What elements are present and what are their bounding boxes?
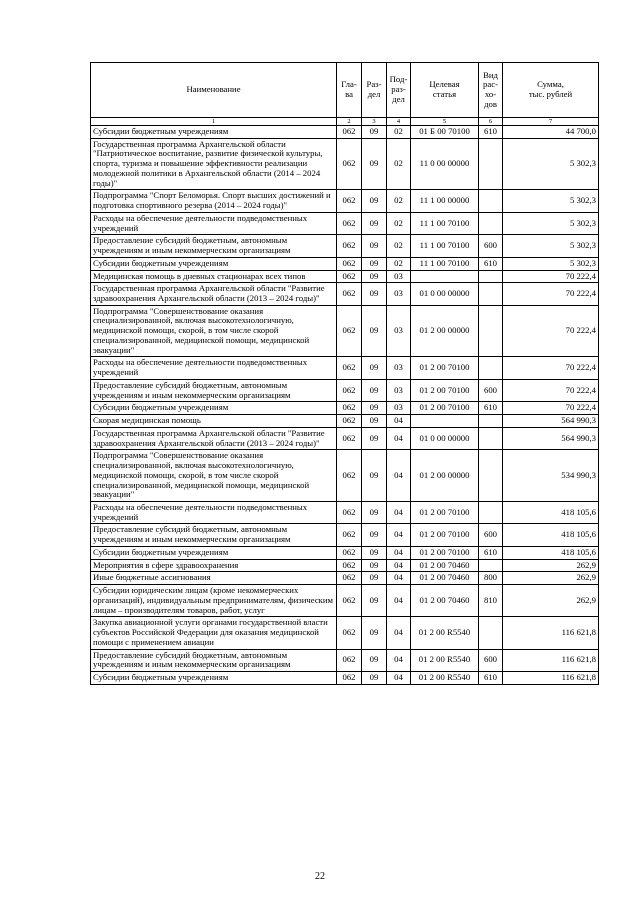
row-sum: 5 302,3 <box>503 138 599 190</box>
page-number: 22 <box>315 871 325 882</box>
row-sum: 70 222,4 <box>503 357 599 379</box>
table-row <box>91 649 599 671</box>
table-row <box>91 671 599 684</box>
row-sum: 70 222,4 <box>503 402 599 415</box>
column-number-row <box>91 118 599 126</box>
row-sum: 262,9 <box>503 585 599 617</box>
row-chapter: 062 <box>337 617 362 649</box>
row-subsection: 02 <box>387 126 411 139</box>
table-row <box>91 415 599 428</box>
row-subsection: 04 <box>387 427 411 449</box>
column-number: 4 <box>387 118 411 126</box>
row-target-article: 01 2 00 R5540 <box>411 617 479 649</box>
row-name: Медицинская помощь в дневных стационарах всех типов <box>91 270 337 283</box>
row-subsection: 04 <box>387 572 411 585</box>
row-name: Подпрограмма "Совершенствование оказания специализированной, включая высокотехнологичную, медицинской помощи, скорой, в том числе скорой специализированной, медицинской помощи, медицинской эвакуации" <box>91 450 337 502</box>
row-section: 09 <box>362 357 387 379</box>
row-chapter: 062 <box>337 305 362 357</box>
row-section: 09 <box>362 617 387 649</box>
row-target-article: 01 2 00 R5540 <box>411 649 479 671</box>
row-expense-type <box>479 415 503 428</box>
row-name: Мероприятия в сфере здравоохранения <box>91 559 337 572</box>
row-sum: 116 621,8 <box>503 671 599 684</box>
row-expense-type <box>479 305 503 357</box>
row-name: Закупка авиационной услуги органами государственной власти субъектов Российской Федерации для оказания медицинской помощи с применением авиации <box>91 617 337 649</box>
row-subsection: 03 <box>387 402 411 415</box>
row-subsection: 03 <box>387 305 411 357</box>
row-expense-type: 600 <box>479 379 503 401</box>
table-header-row <box>91 63 599 118</box>
row-subsection: 04 <box>387 415 411 428</box>
row-subsection: 04 <box>387 617 411 649</box>
row-subsection: 04 <box>387 559 411 572</box>
row-section: 09 <box>362 501 387 523</box>
row-section: 09 <box>362 138 387 190</box>
row-sum: 5 302,3 <box>503 212 599 234</box>
table-row <box>91 617 599 649</box>
row-section: 09 <box>362 671 387 684</box>
row-section: 09 <box>362 427 387 449</box>
row-target-article: 01 2 00 70100 <box>411 546 479 559</box>
row-expense-type <box>479 212 503 234</box>
row-chapter: 062 <box>337 235 362 257</box>
row-sum: 534 990,3 <box>503 450 599 502</box>
row-subsection: 04 <box>387 585 411 617</box>
row-chapter: 062 <box>337 415 362 428</box>
row-subsection: 02 <box>387 235 411 257</box>
column-number: 6 <box>479 118 503 126</box>
row-target-article: 11 0 00 00000 <box>411 138 479 190</box>
row-subsection: 02 <box>387 138 411 190</box>
row-target-article: 01 2 00 70100 <box>411 501 479 523</box>
row-expense-type: 600 <box>479 649 503 671</box>
header-target-article: Целевая статья <box>411 63 479 118</box>
row-sum: 5 302,3 <box>503 190 599 212</box>
row-expense-type <box>479 270 503 283</box>
table-row <box>91 305 599 357</box>
row-name: Субсидии бюджетным учреждениям <box>91 671 337 684</box>
column-number: 3 <box>362 118 387 126</box>
table-row <box>91 357 599 379</box>
row-expense-type <box>479 427 503 449</box>
row-section: 09 <box>362 212 387 234</box>
row-subsection: 03 <box>387 379 411 401</box>
row-section: 09 <box>362 415 387 428</box>
table-row <box>91 501 599 523</box>
row-chapter: 062 <box>337 270 362 283</box>
column-number: 7 <box>503 118 599 126</box>
row-name: Подпрограмма "Совершенствование оказания специализированной, включая высокотехнологичную, медицинской помощи, скорой, в том числе скорой специализированной, медицинской помощи, медицинской эвакуации" <box>91 305 337 357</box>
table-row <box>91 283 599 305</box>
row-expense-type <box>479 138 503 190</box>
row-chapter: 062 <box>337 585 362 617</box>
row-name: Субсидии юридическим лицам (кроме некоммерческих организаций), индивидуальным предпринимателям, физическим лицам – производителям товаров, работ, услуг <box>91 585 337 617</box>
row-section: 09 <box>362 585 387 617</box>
row-subsection: 04 <box>387 546 411 559</box>
row-chapter: 062 <box>337 671 362 684</box>
table-row <box>91 270 599 283</box>
column-number: 1 <box>91 118 337 126</box>
table-row <box>91 450 599 502</box>
row-name: Субсидии бюджетным учреждениям <box>91 257 337 270</box>
row-chapter: 062 <box>337 559 362 572</box>
row-subsection: 02 <box>387 257 411 270</box>
row-name: Государственная программа Архангельской области "Развитие здравоохранения Архангельской области (2013 – 2024 годы)" <box>91 283 337 305</box>
table-row <box>91 427 599 449</box>
row-subsection: 04 <box>387 501 411 523</box>
row-expense-type: 610 <box>479 126 503 139</box>
row-name: Предоставление субсидий бюджетным, автономным учреждениям и иным некоммерческим организациям <box>91 379 337 401</box>
row-section: 09 <box>362 190 387 212</box>
row-chapter: 062 <box>337 501 362 523</box>
row-name: Иные бюджетные ассигнования <box>91 572 337 585</box>
row-name: Государственная программа Архангельской области "Патриотическое воспитание, развитие физической культуры, спорта, туризма и повышение эффективности реализации молодежной политики в Архангельской области (2014 – 2024 годы)" <box>91 138 337 190</box>
row-sum: 262,9 <box>503 559 599 572</box>
row-subsection: 03 <box>387 357 411 379</box>
table-row <box>91 212 599 234</box>
row-expense-type: 600 <box>479 235 503 257</box>
row-target-article: 01 2 00 70100 <box>411 379 479 401</box>
table-body <box>91 126 599 685</box>
row-target-article: 01 0 00 00000 <box>411 283 479 305</box>
row-sum: 262,9 <box>503 572 599 585</box>
row-name: Подпрограмма "Спорт Беломорья. Спорт высших достижений и подготовка спортивного резерва (2014 – 2024 годы)" <box>91 190 337 212</box>
row-name: Расходы на обеспечение деятельности подведомственных учреждений <box>91 357 337 379</box>
row-target-article: 01 Б 00 70100 <box>411 126 479 139</box>
row-target-article: 11 1 00 70100 <box>411 257 479 270</box>
row-name: Расходы на обеспечение деятельности подведомственных учреждений <box>91 501 337 523</box>
table-row <box>91 138 599 190</box>
row-expense-type <box>479 450 503 502</box>
header-expense-type: Вид рас- хо- дов <box>479 63 503 118</box>
header-sum: Сумма, тыс. рублей <box>503 63 599 118</box>
row-expense-type: 610 <box>479 402 503 415</box>
row-sum: 70 222,4 <box>503 379 599 401</box>
row-chapter: 062 <box>337 546 362 559</box>
row-name: Субсидии бюджетным учреждениям <box>91 546 337 559</box>
row-expense-type: 810 <box>479 585 503 617</box>
row-name: Расходы на обеспечение деятельности подведомственных учреждений <box>91 212 337 234</box>
row-sum: 70 222,4 <box>503 283 599 305</box>
header-section: Раз- дел <box>362 63 387 118</box>
table-row <box>91 585 599 617</box>
row-expense-type: 610 <box>479 257 503 270</box>
row-expense-type: 610 <box>479 671 503 684</box>
row-sum: 44 700,0 <box>503 126 599 139</box>
row-sum: 418 105,6 <box>503 524 599 546</box>
row-section: 09 <box>362 126 387 139</box>
row-subsection: 04 <box>387 524 411 546</box>
table-row <box>91 402 599 415</box>
header-subsection: Под- раз- дел <box>387 63 411 118</box>
row-sum: 5 302,3 <box>503 257 599 270</box>
row-target-article: 11 1 00 00000 <box>411 190 479 212</box>
table-row <box>91 379 599 401</box>
row-chapter: 062 <box>337 427 362 449</box>
table-row <box>91 572 599 585</box>
table-row <box>91 235 599 257</box>
row-target-article <box>411 415 479 428</box>
table-row <box>91 126 599 139</box>
row-chapter: 062 <box>337 649 362 671</box>
table-row <box>91 559 599 572</box>
row-chapter: 062 <box>337 450 362 502</box>
row-section: 09 <box>362 450 387 502</box>
row-subsection: 02 <box>387 190 411 212</box>
row-chapter: 062 <box>337 126 362 139</box>
row-sum: 418 105,6 <box>503 546 599 559</box>
row-chapter: 062 <box>337 357 362 379</box>
row-target-article: 11 1 00 70100 <box>411 212 479 234</box>
row-section: 09 <box>362 305 387 357</box>
row-sum: 5 302,3 <box>503 235 599 257</box>
row-chapter: 062 <box>337 138 362 190</box>
row-expense-type <box>479 190 503 212</box>
row-subsection: 04 <box>387 671 411 684</box>
row-target-article: 01 2 00 70100 <box>411 357 479 379</box>
row-section: 09 <box>362 257 387 270</box>
row-expense-type <box>479 357 503 379</box>
row-target-article: 01 2 00 70100 <box>411 402 479 415</box>
row-subsection: 04 <box>387 450 411 502</box>
row-target-article: 01 2 00 70460 <box>411 585 479 617</box>
table-row <box>91 546 599 559</box>
row-target-article <box>411 270 479 283</box>
row-name: Предоставление субсидий бюджетным, автономным учреждениям и иным некоммерческим организациям <box>91 235 337 257</box>
row-target-article: 01 2 00 R5540 <box>411 671 479 684</box>
row-chapter: 062 <box>337 524 362 546</box>
column-number: 5 <box>411 118 479 126</box>
row-sum: 70 222,4 <box>503 270 599 283</box>
table-row <box>91 524 599 546</box>
row-sum: 418 105,6 <box>503 501 599 523</box>
row-target-article: 11 1 00 70100 <box>411 235 479 257</box>
row-section: 09 <box>362 649 387 671</box>
row-section: 09 <box>362 559 387 572</box>
row-expense-type <box>479 617 503 649</box>
row-subsection: 04 <box>387 649 411 671</box>
row-subsection: 03 <box>387 270 411 283</box>
row-chapter: 062 <box>337 402 362 415</box>
row-chapter: 062 <box>337 212 362 234</box>
row-expense-type: 600 <box>479 524 503 546</box>
row-expense-type <box>479 501 503 523</box>
row-section: 09 <box>362 546 387 559</box>
row-target-article: 01 2 00 00000 <box>411 450 479 502</box>
row-target-article: 01 2 00 70460 <box>411 559 479 572</box>
row-name: Скорая медицинская помощь <box>91 415 337 428</box>
table-row <box>91 257 599 270</box>
row-chapter: 062 <box>337 190 362 212</box>
row-name: Государственная программа Архангельской области "Развитие здравоохранения Архангельской области (2013 – 2024 годы)" <box>91 427 337 449</box>
row-subsection: 02 <box>387 212 411 234</box>
column-number: 2 <box>337 118 362 126</box>
row-target-article: 01 0 00 00000 <box>411 427 479 449</box>
row-chapter: 062 <box>337 257 362 270</box>
row-sum: 564 990,3 <box>503 427 599 449</box>
row-expense-type <box>479 559 503 572</box>
header-name: Наименование <box>91 63 337 118</box>
row-name: Предоставление субсидий бюджетным, автономным учреждениям и иным некоммерческим организациям <box>91 524 337 546</box>
row-section: 09 <box>362 524 387 546</box>
row-target-article: 01 2 00 00000 <box>411 305 479 357</box>
row-section: 09 <box>362 235 387 257</box>
header-chapter: Гла- ва <box>337 63 362 118</box>
row-subsection: 03 <box>387 283 411 305</box>
row-sum: 70 222,4 <box>503 305 599 357</box>
row-sum: 116 621,8 <box>503 617 599 649</box>
row-target-article: 01 2 00 70460 <box>411 572 479 585</box>
row-sum: 116 621,8 <box>503 649 599 671</box>
row-chapter: 062 <box>337 379 362 401</box>
row-expense-type <box>479 283 503 305</box>
row-name: Предоставление субсидий бюджетным, автономным учреждениям и иным некоммерческим организациям <box>91 649 337 671</box>
row-name: Субсидии бюджетным учреждениям <box>91 402 337 415</box>
budget-table <box>90 62 599 685</box>
row-chapter: 062 <box>337 283 362 305</box>
row-expense-type: 610 <box>479 546 503 559</box>
row-sum: 564 990,3 <box>503 415 599 428</box>
row-section: 09 <box>362 283 387 305</box>
table-row <box>91 190 599 212</box>
row-section: 09 <box>362 270 387 283</box>
row-section: 09 <box>362 572 387 585</box>
row-expense-type: 800 <box>479 572 503 585</box>
row-section: 09 <box>362 379 387 401</box>
row-section: 09 <box>362 402 387 415</box>
row-chapter: 062 <box>337 572 362 585</box>
row-name: Субсидии бюджетным учреждениям <box>91 126 337 139</box>
row-target-article: 01 2 00 70100 <box>411 524 479 546</box>
